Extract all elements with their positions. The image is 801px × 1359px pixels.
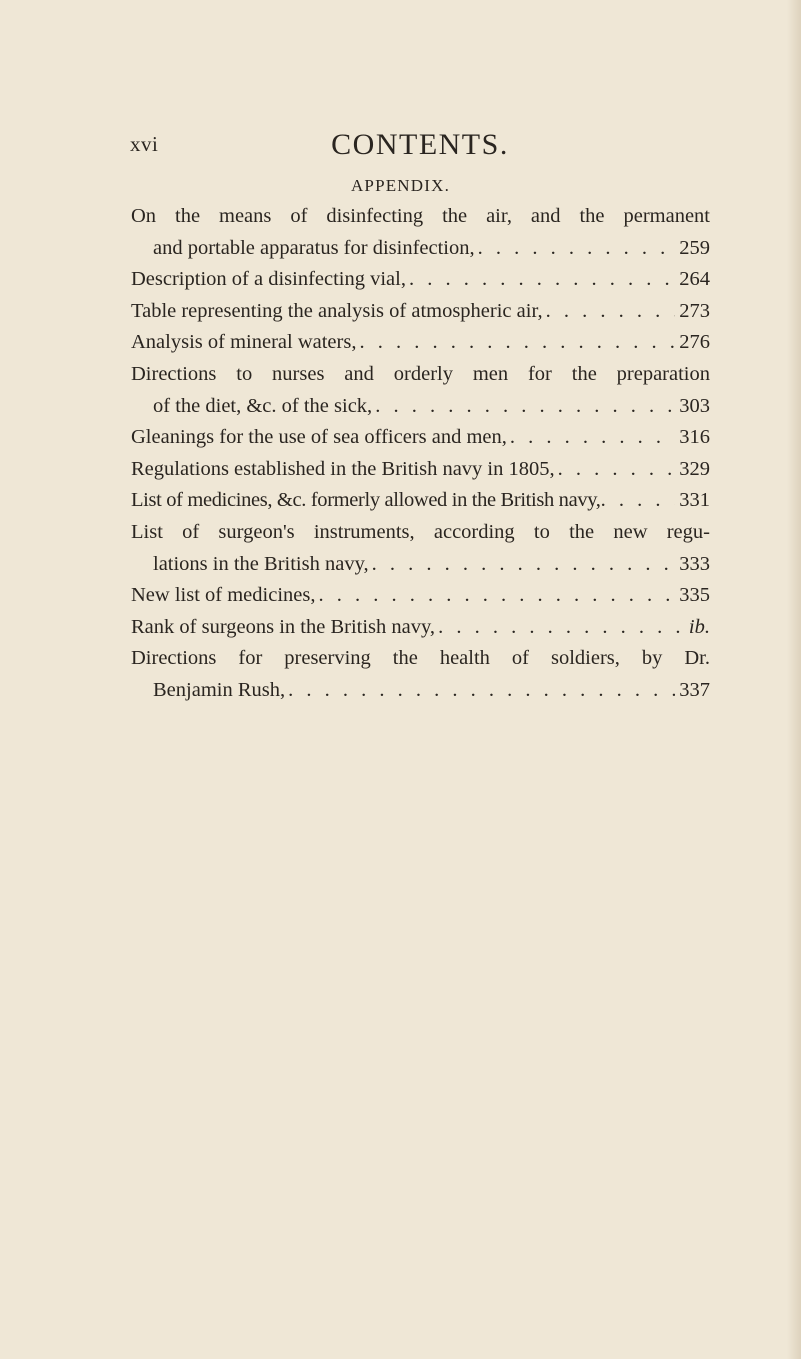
contents-entry (131, 485, 710, 517)
contents-entry (131, 422, 710, 454)
entry-line: of the diet, &c. of the sick, (153, 394, 373, 417)
page-reference: 264 (679, 268, 710, 291)
page-reference: 337 (679, 678, 710, 701)
contents-entry (131, 612, 710, 644)
dot-leader (435, 612, 685, 644)
entry-line: List of surgeon's instruments, according to the new regu- (131, 520, 710, 543)
page-edge (787, 0, 801, 1359)
dot-leader (372, 391, 675, 423)
entry-line: Gleanings for the use of sea officers and men, (131, 426, 507, 449)
entry-line: Benjamin Rush, (153, 678, 286, 701)
page-reference: ib. (688, 615, 710, 638)
contents-entry (131, 359, 710, 422)
contents-entry (131, 517, 710, 580)
entry-line: Directions to nurses and orderly men for the preparation (131, 362, 710, 385)
page-reference: 273 (679, 299, 710, 322)
page-reference: 331 (679, 489, 710, 512)
entry-line: Regulations established in the British navy in 1805, (131, 457, 555, 480)
contents-entry (131, 201, 710, 264)
entry-line: Table representing the analysis of atmospheric air, (131, 299, 543, 322)
dot-leader (369, 549, 676, 581)
entry-line: Analysis of mineral waters, (131, 331, 357, 354)
contents-entry (131, 643, 710, 706)
dot-leader (543, 296, 676, 328)
contents-entry (131, 327, 710, 359)
section-title: APPENDIX. (350, 176, 451, 195)
contents-list (131, 201, 710, 707)
page-reference: 333 (679, 552, 710, 575)
entry-line: Directions for preserving the health of soldiers, by Dr. (131, 647, 710, 670)
page-reference: 316 (679, 426, 710, 449)
running-title: CONTENTS. (331, 128, 509, 161)
page-number: xvi (130, 132, 159, 156)
entry-line: List of medicines, &c. formerly allowed in the British navy, (131, 489, 601, 512)
dot-leader (555, 454, 676, 486)
contents-entry (131, 454, 710, 486)
page-reference: 259 (679, 236, 710, 259)
entry-line: New list of medicines, (131, 584, 316, 607)
contents-entry (131, 296, 710, 328)
dot-leader (315, 580, 675, 612)
dot-leader (601, 485, 676, 517)
entry-line: On the means of disinfecting the air, and the permanent (131, 205, 710, 227)
contents-entry (131, 580, 710, 612)
entry-line: Rank of surgeons in the British navy, (131, 615, 436, 638)
dot-leader (507, 422, 675, 454)
dot-leader (285, 675, 675, 707)
page-reference: 276 (679, 331, 710, 354)
contents-entry (131, 264, 710, 296)
entry-line: Description of a disinfecting vial, (131, 268, 406, 291)
dot-leader (475, 233, 676, 265)
dot-leader (356, 327, 675, 359)
page-reference: 335 (679, 584, 710, 607)
entry-line: lations in the British navy, (153, 552, 369, 575)
entry-line: and portable apparatus for disinfection, (153, 236, 475, 259)
dot-leader (406, 264, 675, 296)
page-reference: 329 (679, 457, 710, 480)
page-reference: 303 (679, 394, 710, 417)
page-header (130, 128, 710, 162)
